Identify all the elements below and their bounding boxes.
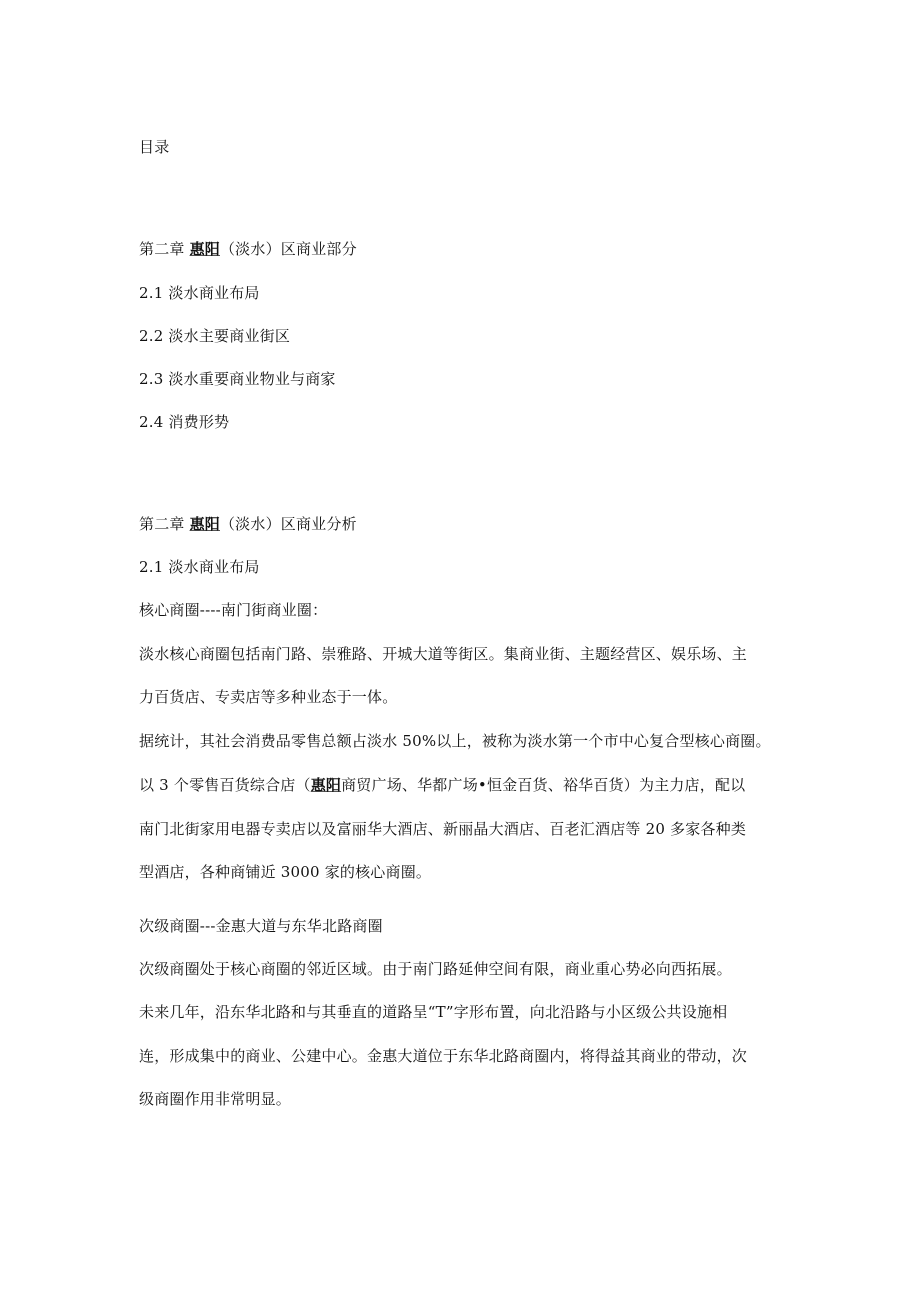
toc-item: 2.1 淡水商业布局 [139,284,260,302]
toc-chapter-link[interactable]: 惠阳 [189,240,220,258]
paragraph-line: 未来几年，沿东华北路和与其垂直的道路呈“T”字形布置，向北沿路与小区级公共设施相 [139,1003,728,1021]
chapter-prefix: 第二章 [139,515,190,533]
paragraph-line: 次级商圈处于核心商圈的邻近区域。由于南门路延伸空间有限，商业重心势必向西拓展。 [139,960,732,978]
chapter-link[interactable]: 惠阳 [189,515,220,533]
section-heading: 2.1 淡水商业布局 [139,558,260,576]
paragraph-suffix: 商贸广场、华都广场•恒金百货、裕华百货）为主力店，配以 [341,776,746,794]
secondary-district-heading: 次级商圈---金惠大道与东华北路商圈 [139,917,383,935]
chapter-heading [139,514,357,534]
toc-item: 2.3 淡水重要商业物业与商家 [139,370,336,388]
toc-title: 目录 [139,138,170,156]
paragraph-line: 淡水核心商圈包括南门路、崇雅路、开城大道等街区。集商业街、主题经营区、娱乐场、主 [139,645,748,663]
paragraph-line: 力百货店、专卖店等多种业态于一体。 [139,688,398,706]
paragraph-line: 据统计，其社会消费品零售总额占淡水 50%以上，被称为淡水第一个市中心复合型核心商圈。 [139,732,771,750]
chapter-suffix: （淡水）区商业分析 [219,515,357,533]
paragraph-line: 级商圈作用非常明显。 [139,1090,292,1108]
paragraph-line: 南门北街家用电器专卖店以及富丽华大酒店、新丽晶大酒店、百老汇酒店等 20 多家各种类 [139,820,747,838]
toc-chapter-suffix: （淡水）区商业部分 [219,240,357,258]
toc-item: 2.2 淡水主要商业街区 [139,327,291,345]
paragraph-line-with-link [139,775,745,795]
toc-chapter-heading [139,239,357,259]
paragraph-line: 连，形成集中的商业、公建中心。金惠大道位于东华北路商圈内，将得益其商业的带动，次 [139,1047,748,1065]
paragraph-prefix: 以 3 个零售百货综合店（ [139,776,311,794]
paragraph-line: 型酒店，各种商铺近 3000 家的核心商圈。 [139,863,432,881]
huiyang-link[interactable]: 惠阳 [310,776,342,794]
toc-chapter-prefix: 第二章 [139,240,190,258]
core-district-heading: 核心商圈----南门街商业圈： [139,601,328,619]
toc-item: 2.4 消费形势 [139,413,230,431]
